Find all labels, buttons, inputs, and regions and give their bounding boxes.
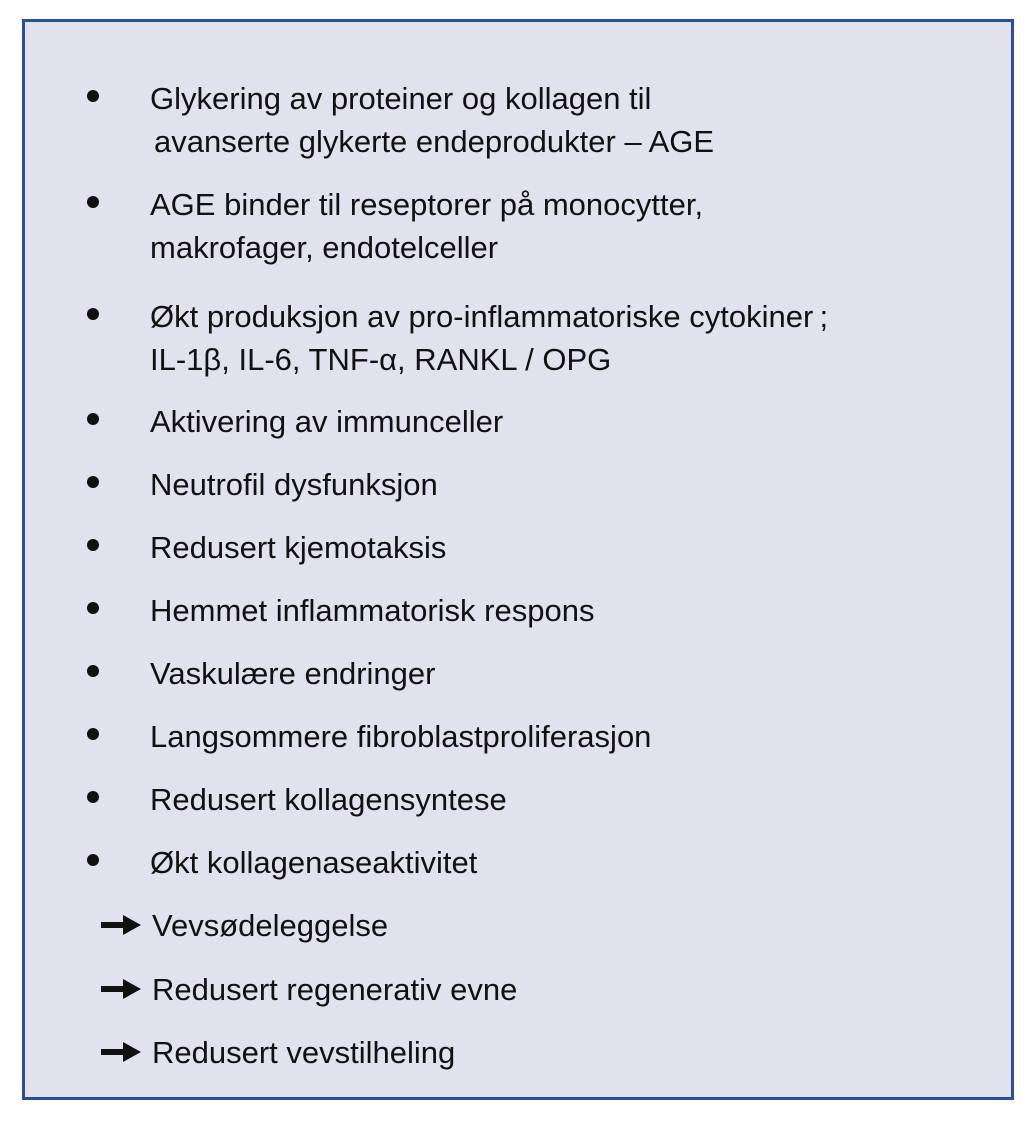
consequence-text: Vevsødeleggelse bbox=[152, 908, 389, 943]
bullet-icon bbox=[87, 90, 99, 102]
list-item-text: Hemmet inflammatorisk respons bbox=[150, 593, 595, 628]
bullet-icon bbox=[87, 196, 99, 208]
list-item-text: Redusert kjemotaksis bbox=[150, 530, 447, 565]
list-item-text: Vaskulære endringer bbox=[150, 656, 436, 691]
bullet-icon bbox=[87, 413, 99, 425]
right-arrow-icon bbox=[101, 977, 141, 1001]
list-item-text bbox=[150, 183, 703, 269]
list-item-text: Langsommere fibroblastproliferasjon bbox=[150, 719, 652, 754]
bullet-icon bbox=[87, 791, 99, 803]
list-item-text bbox=[150, 77, 714, 163]
bullet-icon bbox=[87, 539, 99, 551]
bullet-icon bbox=[87, 308, 99, 320]
bullet-icon bbox=[87, 728, 99, 740]
list-item-line: avanserte glykerte endeprodukter – AGE bbox=[154, 124, 715, 159]
list-item-text: Neutrofil dysfunksjon bbox=[150, 467, 438, 502]
bullet-icon bbox=[87, 476, 99, 488]
list-item-line: makrofager, endotelceller bbox=[150, 230, 499, 265]
list-item-line: IL-1β, IL-6, TNF-α, RANKL / OPG bbox=[150, 342, 612, 377]
list-item-line: AGE binder til reseptorer på monocytter, bbox=[150, 187, 704, 222]
consequence-text: Redusert regenerativ evne bbox=[152, 972, 518, 1007]
info-panel bbox=[22, 19, 1014, 1100]
bullet-icon bbox=[87, 665, 99, 677]
list-item-text: Økt kollagenaseaktivitet bbox=[150, 845, 478, 880]
bullet-icon bbox=[87, 602, 99, 614]
list-item-text bbox=[150, 295, 828, 381]
right-arrow-icon bbox=[101, 1040, 141, 1064]
list-item-text: Aktivering av immunceller bbox=[150, 404, 504, 439]
list-item-line: Glykering av proteiner og kollagen til bbox=[150, 81, 652, 116]
consequence-text: Redusert vevstilheling bbox=[152, 1035, 456, 1070]
list-item-line: Økt produksjon av pro-inflammatoriske cytokiner ; bbox=[150, 299, 829, 334]
right-arrow-icon bbox=[101, 913, 141, 937]
list-item-text: Redusert kollagensyntese bbox=[150, 782, 507, 817]
bullet-icon bbox=[87, 854, 99, 866]
